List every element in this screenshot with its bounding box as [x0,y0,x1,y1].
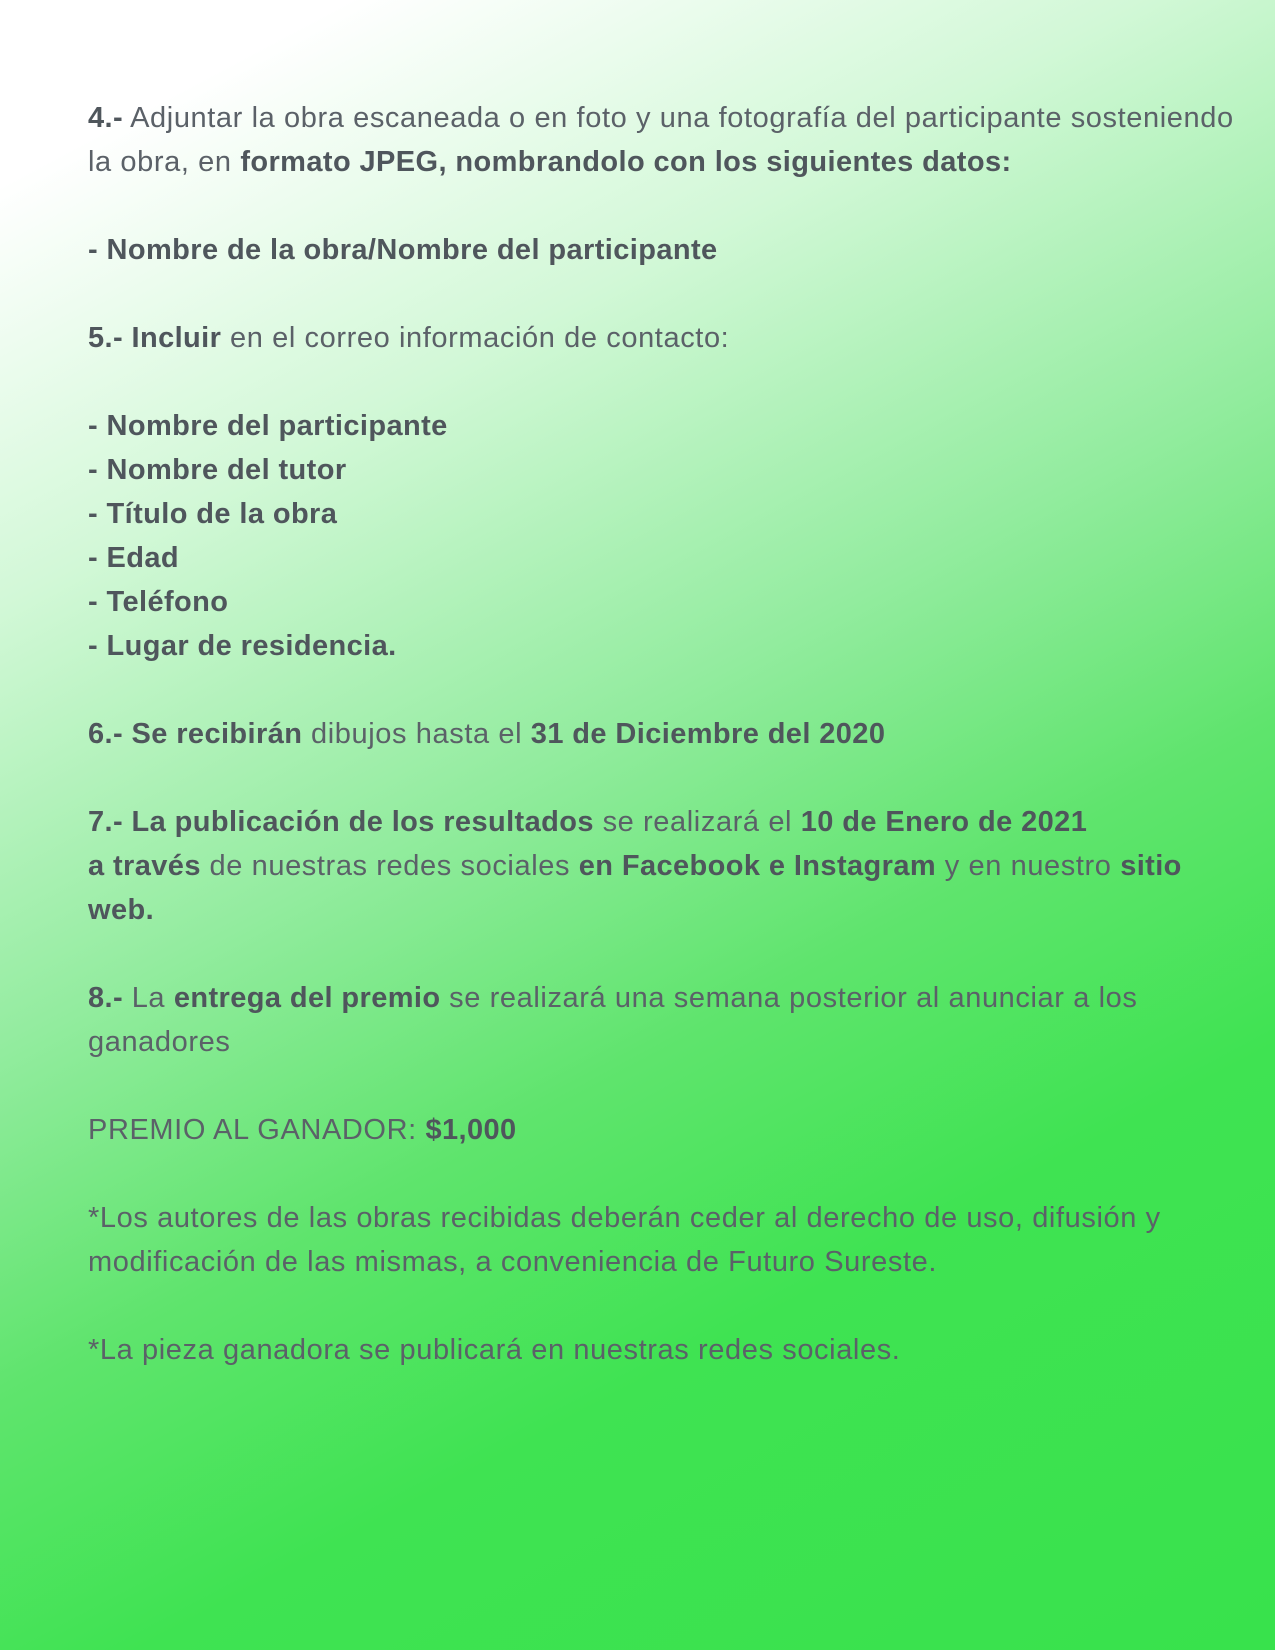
document-body [88,96,1238,1372]
item-5-text: en el correo información de contacto: [221,322,730,354]
item-4-paragraph [88,96,1238,184]
prize-label: PREMIO AL GANADOR: [88,1114,426,1146]
item-7-text: se realizará el [593,806,801,838]
list-item: - Nombre del participante [88,410,448,442]
item-5-bold: Incluir [123,322,222,354]
item-8-text: La [123,982,174,1014]
item-7-text-3: y en nuestro [936,850,1121,882]
list-item: - Título de la obra [88,498,338,530]
item-5-paragraph [88,316,1238,360]
item-7-number: 7.- [88,806,124,838]
item-4-bold: formato JPEG, nombrandolo con los siguientes datos: [240,146,1012,178]
prize-amount: $1,000 [425,1114,517,1146]
item-6-number: 6.- [88,718,124,750]
list-item: - Nombre de la obra/Nombre del participante [88,234,718,266]
item-6-text: dibujos hasta el [302,718,531,750]
item-5-number: 5.- [88,322,124,354]
item-4-number: 4.- [88,102,124,134]
note-publication: *La pieza ganadora se publicará en nuestras redes sociales. [88,1334,901,1366]
item-5-list [88,404,1238,668]
list-item: - Edad [88,542,180,574]
list-item: - Nombre del tutor [88,454,347,486]
item-7-bold-via: a través [88,850,201,882]
item-7-bold-social: en Facebook e Instagram [578,850,937,882]
note-usage-rights: *Los autores de las obras recibidas deberán ceder al derecho de uso, difusión y modificación de las mismas, a conveniencia de Futuro Sureste. [88,1202,1161,1278]
item-7-bold: La publicación de los resultados [123,806,594,838]
item-6-date: 31 de Diciembre del 2020 [530,718,886,750]
item-4-text: Adjuntar la obra escaneada o en foto y una fotografía del participante sosteniendo la obra, en [88,102,1234,178]
item-8-paragraph [88,976,1238,1064]
item-4-list [88,228,1238,272]
item-8-text-2: se realizará una semana posterior al anunciar a los ganadores [88,982,1138,1058]
item-8-bold: entrega del premio [173,982,441,1014]
prize-line [88,1108,1238,1152]
list-item: - Teléfono [88,586,229,618]
item-7-bold-site: sitio web. [88,850,1182,926]
item-7-paragraph [88,800,1238,932]
item-8-number: 8.- [88,982,124,1014]
item-6-paragraph [88,712,1238,756]
list-item: - Lugar de residencia. [88,630,397,662]
item-7-text-2: de nuestras redes sociales [200,850,579,882]
item-7-date: 10 de Enero de 2021 [800,806,1088,838]
item-6-bold: Se recibirán [123,718,303,750]
